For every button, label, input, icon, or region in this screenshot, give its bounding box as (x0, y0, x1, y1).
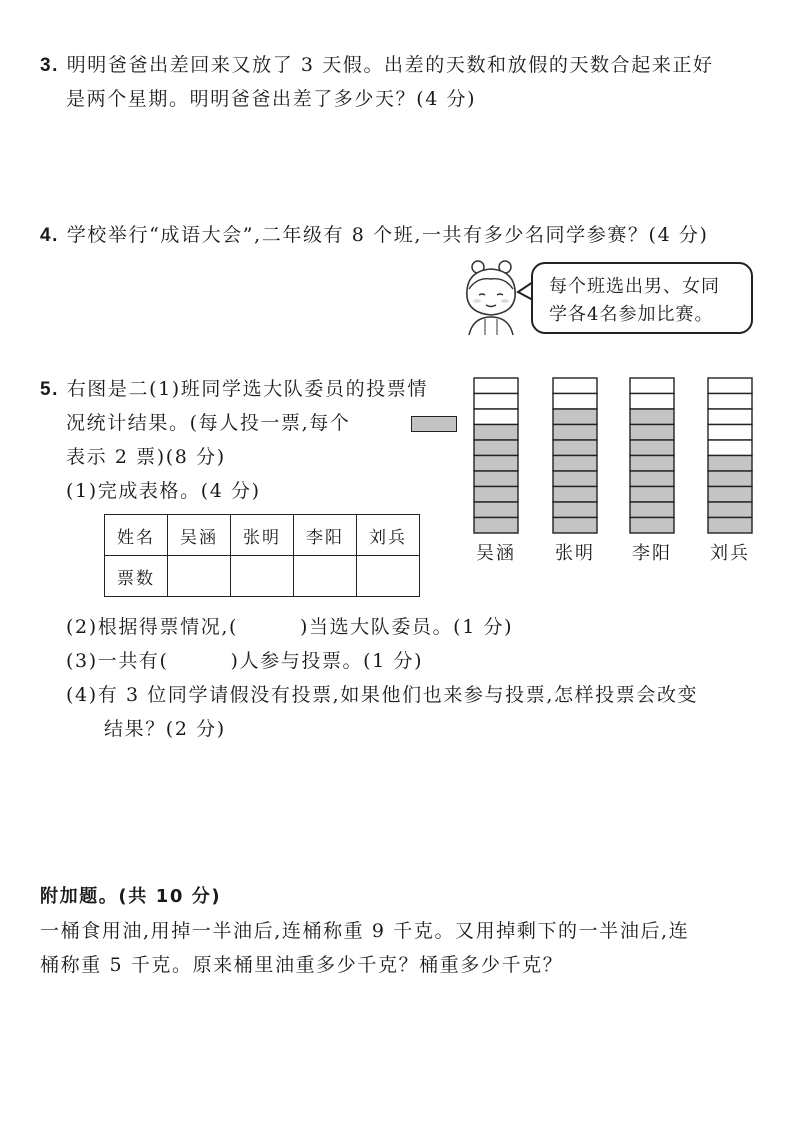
bar-cell-filled (630, 440, 674, 456)
bar-label: 张明 (555, 543, 595, 564)
bar-cell-filled (553, 456, 597, 472)
bar-cell-filled (553, 440, 597, 456)
bar-cell-filled (630, 487, 674, 503)
q4-text: 学校举行“成语大会”,二年级有 8 个班,一共有多少名同学参赛？(4 分) (66, 224, 709, 246)
answer-cell[interactable] (357, 556, 420, 597)
bar-cell-filled (553, 487, 597, 503)
table-header-cell: 李阳 (294, 515, 357, 556)
table-votes-row (105, 556, 420, 597)
q5-sub4-line2: 结果？(2 分) (104, 718, 226, 740)
bar-cell-empty (708, 425, 752, 441)
speech-bubble (531, 262, 753, 334)
table-header-cell: 吴涵 (168, 515, 231, 556)
bar-cell-empty (474, 378, 518, 394)
bonus-title: 附加题。(共 10 分) (40, 886, 222, 907)
bar-label: 李阳 (632, 543, 672, 564)
legend-cell (411, 416, 457, 432)
q5-text-1: 右图是二(1)班同学选大队委员的投票情 (66, 378, 429, 400)
vote-table (104, 514, 420, 597)
table-header-row (105, 515, 420, 556)
q5-sub3-before: (3)一共有( (66, 650, 169, 672)
q5-sub3 (66, 648, 423, 674)
q5-sub4-line1: (4)有 3 位同学请假没有投票,如果他们也来参与投票,怎样投票会改变 (66, 684, 699, 706)
q3-number: 3. (40, 55, 60, 76)
bar-cell-empty (630, 394, 674, 410)
q5-line2: 况统计结果。(每人投一票,每个 (66, 412, 351, 434)
table-header-cell: 刘兵 (357, 515, 420, 556)
bar-cell-filled (630, 425, 674, 441)
q3-line1 (40, 52, 714, 79)
q5-sub2-before: (2)根据得票情况,( (66, 616, 238, 638)
q5-sub2 (66, 614, 513, 640)
bar-cell-empty (708, 394, 752, 410)
q5-sub3-after: )人参与投票。(1 分) (230, 650, 424, 672)
bar-label: 吴涵 (476, 543, 516, 564)
q5-line3: 表示 2 票)(8 分) (66, 446, 226, 468)
bar-李阳 (630, 378, 674, 533)
bar-cell-filled (474, 471, 518, 487)
bubble-line1: 每个班选出男、女同 (549, 276, 720, 297)
bar-cell-filled (630, 471, 674, 487)
bar-cell-filled (630, 409, 674, 425)
bar-cell-filled (553, 502, 597, 518)
bar-cell-empty (553, 378, 597, 394)
bonus-line1: 一桶食用油,用掉一半油后,连桶称重 9 千克。又用掉剩下的一半油后,连 (40, 920, 690, 942)
bubble-line2: 学各4名参加比赛。 (549, 304, 714, 325)
bar-cell-empty (708, 440, 752, 456)
bar-cell-filled (474, 518, 518, 534)
bar-cell-filled (474, 502, 518, 518)
bar-cell-empty (630, 378, 674, 394)
answer-cell[interactable] (231, 556, 294, 597)
bar-cell-filled (708, 502, 752, 518)
q3-text-1: 明明爸爸出差回来又放了 3 天假。出差的天数和放假的天数合起来正好 (66, 54, 714, 76)
q3-line2: 是两个星期。明明爸爸出差了多少天？(4 分) (66, 88, 477, 110)
bar-cell-filled (553, 518, 597, 534)
bar-cell-empty (474, 409, 518, 425)
q5-line1 (40, 376, 428, 403)
q4-number: 4. (40, 225, 60, 246)
bar-cell-empty (553, 394, 597, 410)
bar-cell-filled (553, 471, 597, 487)
q5-sub2-after: )当选大队委员。(1 分) (299, 616, 514, 638)
bar-张明 (553, 378, 597, 533)
bar-cell-filled (474, 425, 518, 441)
bar-cell-filled (708, 471, 752, 487)
table-header-label: 姓名 (105, 515, 168, 556)
q5-sub1: (1)完成表格。(4 分) (66, 480, 261, 502)
answer-cell[interactable] (294, 556, 357, 597)
vote-bar-chart (465, 370, 765, 570)
table-row-label: 票数 (105, 556, 168, 597)
bar-刘兵 (708, 378, 752, 533)
bar-cell-empty (708, 378, 752, 394)
answer-cell[interactable] (168, 556, 231, 597)
bar-label: 刘兵 (710, 543, 750, 564)
bar-cell-empty (708, 409, 752, 425)
bar-cell-filled (630, 456, 674, 472)
bar-cell-filled (553, 425, 597, 441)
bonus-line2: 桶称重 5 千克。原来桶里油重多少千克？桶重多少千克？ (40, 954, 564, 976)
table-header-cell: 张明 (231, 515, 294, 556)
q4-line (40, 222, 709, 249)
bar-cell-filled (708, 456, 752, 472)
bar-cell-filled (630, 518, 674, 534)
q5-number: 5. (40, 379, 60, 400)
bar-cell-empty (474, 394, 518, 410)
bar-吴涵 (474, 378, 518, 533)
bar-cell-filled (708, 518, 752, 534)
bar-cell-filled (630, 502, 674, 518)
bar-cell-filled (708, 487, 752, 503)
bar-cell-filled (474, 440, 518, 456)
bar-cell-filled (553, 409, 597, 425)
bar-cell-filled (474, 487, 518, 503)
bar-cell-filled (474, 456, 518, 472)
